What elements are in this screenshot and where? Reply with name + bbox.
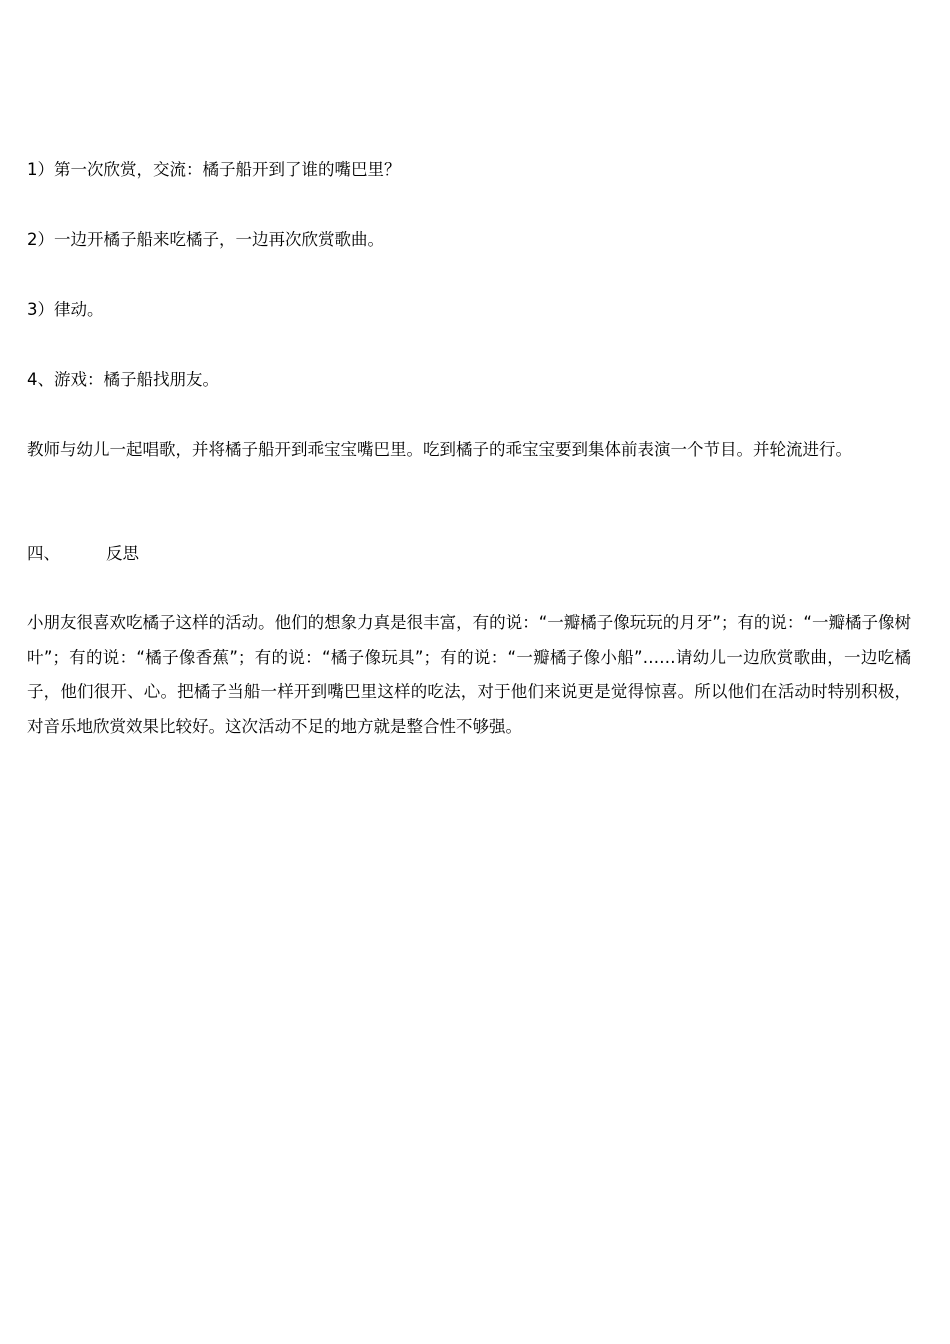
reflection-paragraph: 小朋友很喜欢吃橘子这样的活动。他们的想象力真是很丰富，有的说：“一瓣橘子像玩玩的月牙”；有的说：“一瓣橘子像树叶”；有的说：“橘子像香蕉”；有的说：“橘子像玩具”；有的说：“一瓣橘子像小船”……请幼儿一边欣赏歌曲，一边吃橘子，他们很开、心。把橘子当船一样开到嘴巴里这样的吃法，对于他们来说更是觉得惊喜。所以他们在活动时特别积极，对音乐地欣赏效果比较好。这次活动不足的地方就是整合性不够强。: [27, 613, 911, 736]
section-title: 反思: [106, 544, 139, 563]
step-2-paragraph: 2）一边开橘子船来吃橘子，一边再次欣赏歌曲。: [27, 230, 384, 249]
step-4-paragraph: 4、游戏：橘子船找朋友。: [27, 370, 219, 389]
section-number: 四、: [27, 544, 60, 563]
step-1-paragraph: 1）第一次欣赏，交流：橘子船开到了谁的嘴巴里？: [27, 160, 401, 179]
game-description-paragraph: 教师与幼儿一起唱歌，并将橘子船开到乖宝宝嘴巴里。吃到橘子的乖宝宝要到集体前表演一个节目。并轮流进行。: [27, 440, 852, 459]
section-heading: [27, 537, 911, 572]
step-3-paragraph: 3）律动。: [27, 300, 104, 319]
